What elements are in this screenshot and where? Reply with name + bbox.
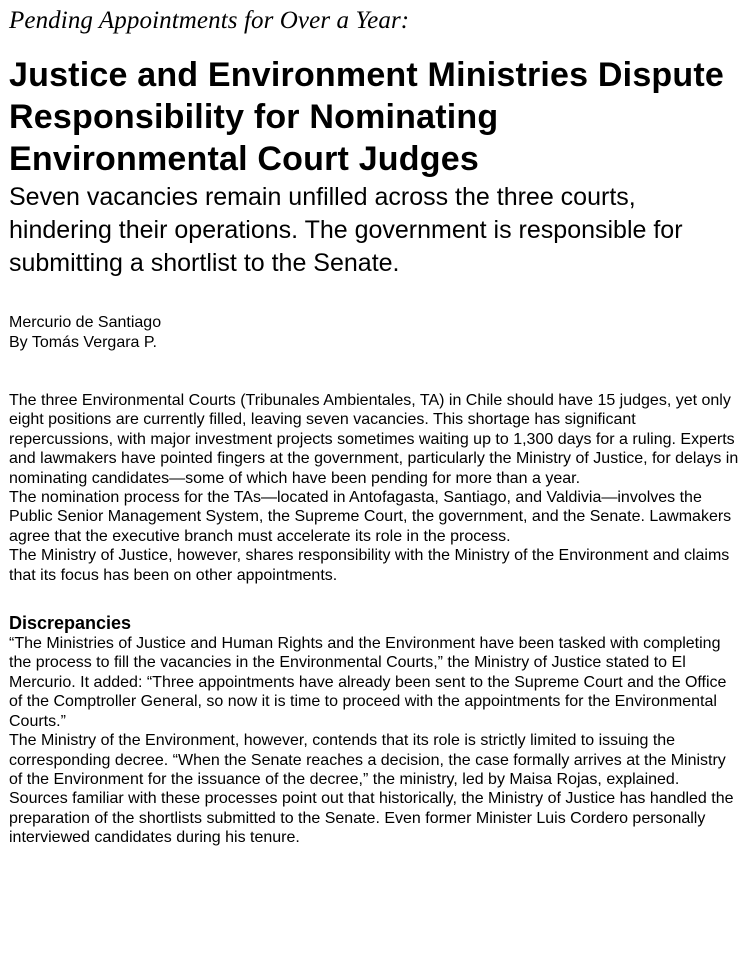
article-source: Mercurio de Santiago bbox=[9, 314, 162, 331]
article-headline: Justice and Environment Ministries Dispute Responsibility for Nominating Environmental Court Judges bbox=[9, 56, 724, 178]
section-title-discrepancies: Discrepancies bbox=[9, 613, 132, 634]
article-page bbox=[0, 6, 750, 848]
article-author: By Tomás Vergara P. bbox=[9, 334, 157, 351]
byline bbox=[9, 313, 740, 353]
article-subheadline: Seven vacancies remain unfilled across the three courts, hindering their operations. The government is responsible for submitting a shortlist to the Senate. bbox=[9, 183, 683, 277]
body-paragraph: The nomination process for the TAs—located in Antofagasta, Santiago, and Valdivia—involves the Public Senior Management System, the Supreme Court, the government, and the Senate. Lawmakers agree that the executive branch must accelerate its role in the process. bbox=[9, 489, 732, 545]
section-paragraph: The Ministry of the Environment, however, contends that its role is strictly limited to issuing the corresponding decree. “When the Senate reaches a decision, the case formally arrives at the Ministry of the Environment for the issuance of the decree,” the ministry, led by Maisa Rojas, explained. bbox=[9, 732, 726, 788]
section-paragraph: “The Ministries of Justice and Human Rights and the Environment have been tasked with completing the process to fill the vacancies in the Environmental Courts,” the Ministry of Justice stated to El Mercurio. It added: “Three appointments have already been sent to the Supreme Court and the Office of the Comptroller General, so now it is time to proceed with the appointments for the Environmental Courts.” bbox=[9, 635, 727, 730]
body-paragraph: The Ministry of Justice, however, shares responsibility with the Ministry of the Environment and claims that its focus has been on other appointments. bbox=[9, 547, 730, 584]
body-paragraph: The three Environmental Courts (Tribunales Ambientales, TA) in Chile should have 15 judges, yet only eight positions are currently filled, leaving seven vacancies. This shortage has significant repercussions, with major investment projects sometimes waiting up to 1,300 days for a ruling. Experts and lawmakers have pointed fingers at the government, particularly the Ministry of Justice, for delays in nominating candidates—some of which have been pending for more than a year. bbox=[9, 392, 739, 487]
section-body bbox=[9, 634, 740, 847]
section-paragraph: Sources familiar with these processes point out that historically, the Ministry of Justice has handled the preparation of the shortlists submitted to the Senate. Even former Minister Luis Cordero personally interviewed candidates during his tenure. bbox=[9, 790, 734, 847]
article-body bbox=[9, 391, 740, 585]
article-kicker: Pending Appointments for Over a Year: bbox=[9, 7, 410, 34]
